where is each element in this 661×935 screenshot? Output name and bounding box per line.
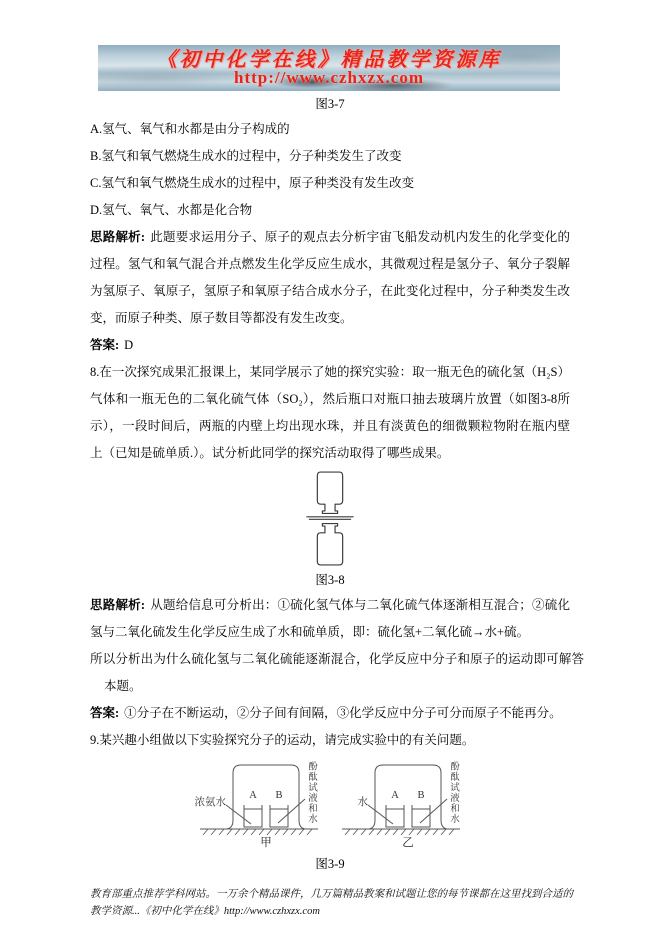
beaker-a-shape <box>386 805 404 827</box>
option-d: D.氢气、氧气、水都是化合物 <box>90 203 253 217</box>
q8-analysis <box>90 592 570 646</box>
footer-line-1: 教育部重点推荐学科网站。一万余个精品课件，几万篇精品教案和试题让您的每节课都在这里找到合适的 <box>90 889 573 900</box>
banner-url-text: http://www.czhxzx.com <box>233 68 425 87</box>
top-bottle-shape <box>317 472 342 513</box>
beaker-a-shape <box>244 805 262 827</box>
footer-line-2: 教学资源...《初中化学在线》http://www.czhxzx.com <box>90 906 320 917</box>
q8-answer <box>90 700 570 727</box>
q8-answer-value: ①分子在不断运动，②分子间有间隔，③化学反应中分子可分而原子不能再分。 <box>124 706 562 720</box>
q7-analysis-text: 此题要求运用分子、原子的观点去分析宇宙飞船发动机内发生的化学变化的过程。氢气和氧气混合并点燃发生化学反应生成水，其微观过程是氢分子、氧分子裂解为氢原子、氧原子，氢原子和氧原子结合成水分子，在此变化过程中，分子种类发生改变，而原子种类、原子数目等都没有发生改变。 <box>90 230 570 325</box>
left-leader-line <box>368 805 393 824</box>
setup-yi-beaker-a-label: A <box>391 790 399 801</box>
banner-title: 《初中化学在线》精品教学资源库 <box>156 49 502 71</box>
setup-jia <box>178 759 328 851</box>
setup-jia-right-label: 酚酞试液和水 <box>306 761 316 824</box>
option-a: A.氢气、氧气和水都是由分子构成的 <box>90 122 290 136</box>
setup-jia-name: 甲 <box>260 837 272 849</box>
glass-plate-lines <box>306 517 353 520</box>
figure-3-9 <box>90 759 570 851</box>
option-c: C.氢气和氧气燃烧生成水的过程中，原子种类没有发生改变 <box>90 176 414 190</box>
figure-3-7-caption: 图3-7 <box>315 97 345 111</box>
figure-3-9-caption: 图3-9 <box>315 857 345 871</box>
setup-yi-beaker-b-label: B <box>417 790 425 801</box>
setup-yi-name: 乙 <box>402 837 414 849</box>
q7-answer-label: 答案: <box>90 338 120 352</box>
q8-analysis-label: 思路解析: <box>90 598 146 612</box>
q8-analysis-continued: 所以分析出为什么硫化氢与二氧化硫能逐渐混合，化学反应中分子和原子的运动即可解答本题。 <box>90 652 584 693</box>
setup-yi-substance-label: 水 <box>357 797 368 808</box>
left-leader-line <box>226 805 251 824</box>
q7-answer <box>90 332 570 359</box>
q8-answer-label: 答案: <box>90 706 120 720</box>
right-leader-line <box>420 799 447 823</box>
setup-jia-substance-label: 浓氨水 <box>194 797 226 808</box>
setup-jia-beaker-a-label: A <box>249 790 257 801</box>
bottom-bottle-shape <box>317 524 342 565</box>
q7-analysis <box>90 224 570 332</box>
two-bottles-diagram <box>303 470 357 567</box>
right-leader-line <box>278 799 305 823</box>
figure-3-8-caption: 图3-8 <box>315 573 345 587</box>
setup-yi <box>320 759 470 851</box>
figure-3-8 <box>90 470 570 567</box>
page-footer <box>90 886 661 920</box>
question-8-text: 8.在一次探究成果汇报课上，某同学展示了她的探究实验：取一瓶无色的硫化氢（H₂S）气体和一瓶无色的二氧化硫气体（SO₂），然后瓶口对瓶口抽去玻璃片放置（如图3-8所示），一段时间后，两瓶的内壁上均出现水珠，并且有淡黄色的细微颗粒物附在瓶内壁上（已知是硫单质.）。试分析此同学的探究活动取得了哪些成果。 <box>90 365 570 460</box>
site-banner <box>98 45 560 91</box>
question-9-text: 9.某兴趣小组做以下实验探究分子的运动，请完成实验中的有关问题。 <box>90 733 475 747</box>
setup-jia-beaker-b-label: B <box>275 790 283 801</box>
q8-analysis-text: 从题给信息可分析出：①硫化氢气体与二氧化硫气体逐渐相互混合；②硫化氢与二氧化硫发生化学反应生成了水和硫单质，即：硫化氢+二氧化硫→水+硫。 <box>90 598 570 639</box>
q7-answer-value: D <box>124 338 134 352</box>
q7-analysis-label: 思路解析: <box>90 230 146 244</box>
bell-jar-shape <box>227 765 305 829</box>
option-b: B.氢气和氧气燃烧生成水的过程中，分子种类发生了改变 <box>90 149 402 163</box>
bell-jar-shape <box>369 765 447 829</box>
setup-yi-right-label: 酚酞试液和水 <box>448 761 458 824</box>
